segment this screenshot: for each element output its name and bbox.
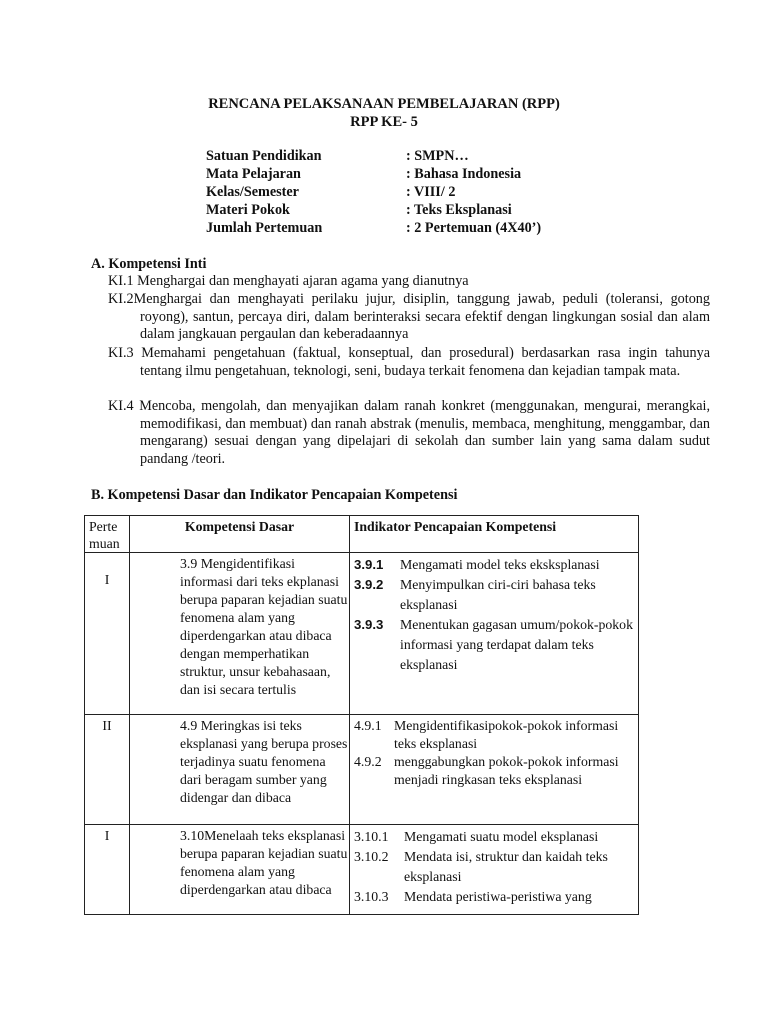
table-row [85,715,639,825]
identity-value: : 2 Pertemuan (4X40’) [406,220,542,236]
indicator-item: 4.9.1 Mengidentifikasipokok-pokok informasi teks eksplanasi [354,718,619,751]
table-header-row [85,516,639,553]
indicator-item: 3.10.2 Mendata isi, struktur dan kaidah teks eksplanasi [354,849,608,884]
meeting-cell: II [85,715,130,825]
kd-cell: 4.9 Meringkas isi teks eksplanasi yang berupa proses terjadinya suatu fenomena dari beragam sumber yang didengar dan dibaca [130,715,350,825]
ki-1: KI.1 Menghargai dan menghayati ajaran agama yang dianutnya [108,273,469,289]
identity-label: Mata Pelajaran [206,166,301,182]
identity-label: Kelas/Semester [206,184,299,200]
kd-cell: 3.10Menelaah teks eksplanasi berupa paparan kejadian suatu fenomena alam yang diperdengarkan atau dibaca [130,825,350,915]
ipk-cell [350,553,639,715]
document-title: RENCANA PELAKSANAAN PEMBELAJARAN (RPP) [208,96,560,112]
meeting-cell: I [85,825,130,915]
header-meeting: Perte muan [85,516,130,553]
identity-value: : VIII/ 2 [406,184,456,200]
identity-label: Satuan Pendidikan [206,148,322,164]
indicator-item: 3.9.2 Menyimpulkan ciri-ciri bahasa teks eksplanasi [354,577,596,612]
identity-value: : Teks Eksplanasi [406,202,512,218]
ipk-cell [350,825,639,915]
indicator-item: 3.9.3 Menentukan gagasan umum/pokok-pokok informasi yang terdapat dalam teks eksplanasi [354,617,633,672]
indicator-item: 4.9.2 menggabungkan pokok-pokok informasi menjadi ringkasan teks eksplanasi [354,754,619,787]
header-kd: Kompetensi Dasar [130,516,350,553]
section-b-heading: B. Kompetensi Dasar dan Indikator Pencapaian Kompetensi [91,487,458,503]
ki-4: KI.4 Mencoba, mengolah, dan menyajikan dalam ranah konkret (menggunakan, mengurai, merangkai, memodifikasi, dan membuat) dan ranah abstrak (menulis, membaca, menghitung, menggambar, dan mengarang) sesuai dengan yang dipelajari di sekolah dan sumber lain yang sama dalam sudut pandang /teori. [108,398,710,467]
identity-value: : Bahasa Indonesia [406,166,522,182]
identity-label: Jumlah Pertemuan [206,220,323,236]
ipk-cell [350,715,639,825]
identity-value: : SMPN… [406,148,469,164]
identity-label: Materi Pokok [206,202,290,218]
ki-2: KI.2Menghargai dan menghayati perilaku jujur, disiplin, tanggung jawab, peduli (toleransi, gotong royong), santun, percaya diri, dalam berinteraksi secara efektif dengan lingkungan sosial dan alam dalam jangkauan pergaulan dan keberadaannya [108,291,710,343]
ki-3: KI.3 Memahami pengetahuan (faktual, konseptual, dan prosedural) berdasarkan rasa ingin tahunya tentang ilmu pengetahuan, teknologi, seni, budaya terkait fenomena dan kejadian tampak mata. [108,345,710,379]
document-subtitle: RPP KE- 5 [350,114,418,130]
indicator-item: 3.10.3 Mendata peristiwa-peristiwa yang [354,889,592,904]
table-row [85,825,639,915]
competency-table [84,515,639,915]
table-row [85,553,639,715]
indicator-item: 3.10.1 Mengamati suatu model eksplanasi [354,829,599,844]
indicator-item: 3.9.1 Mengamati model teks eksksplanasi [354,557,600,572]
header-ipk: Indikator Pencapaian Kompetensi [350,516,639,553]
kd-cell: 3.9 Mengidentifikasi informasi dari teks ekplanasi berupa paparan kejadian suatu fenomena alam yang diperdengarkan atau dibaca dengan memperhatikan struktur, unsur kebahasaan, dan isi secara tertulis [130,553,350,715]
meeting-cell: I [85,553,130,715]
section-a-heading: A. Kompetensi Inti [91,256,207,272]
